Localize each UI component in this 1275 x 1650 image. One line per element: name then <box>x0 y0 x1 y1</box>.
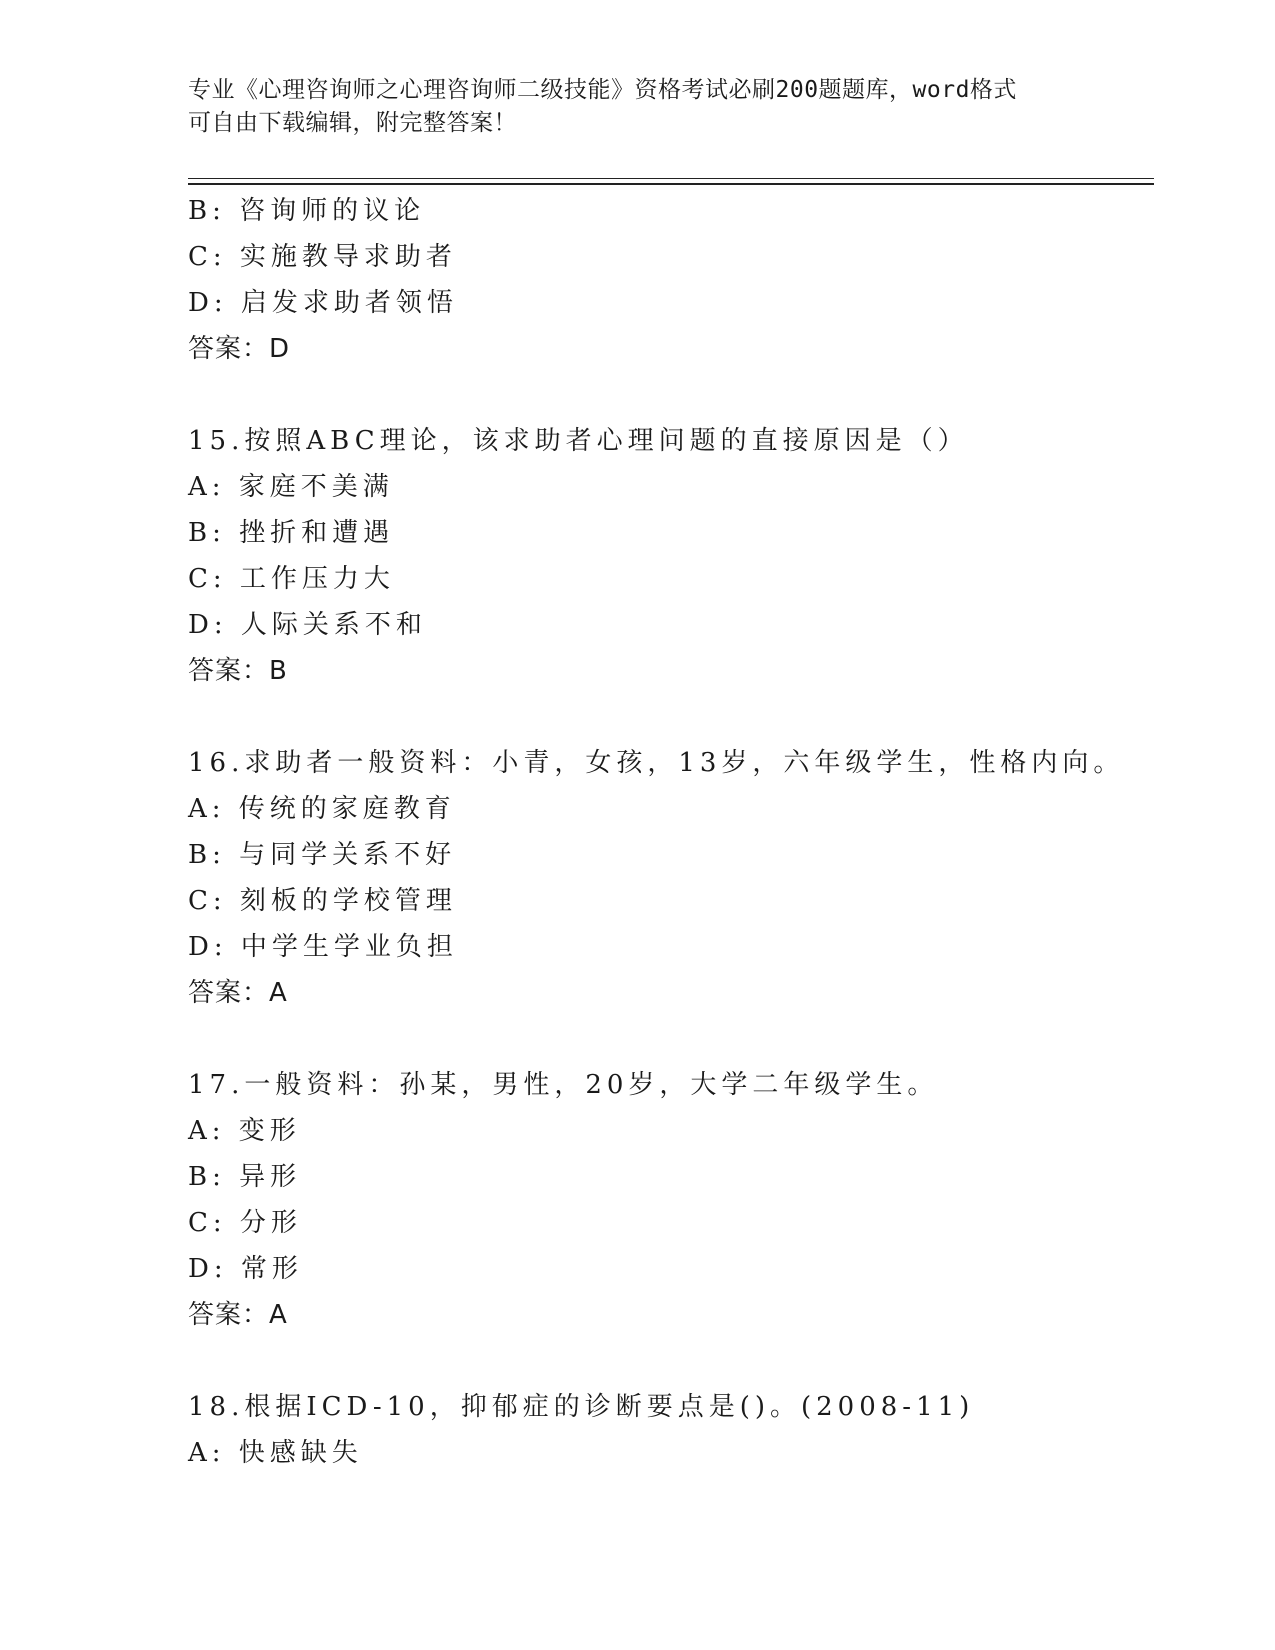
question-list <box>188 188 1148 1476</box>
question-14-continued <box>188 188 1148 372</box>
answer-line: 答案：A <box>188 978 288 1008</box>
option-d: D: 人际关系不和 <box>188 610 427 640</box>
option-a: A: 快感缺失 <box>188 1438 363 1468</box>
option-d: D: 启发求助者领悟 <box>188 288 458 318</box>
answer-line: 答案：B <box>188 656 288 686</box>
option-a: A: 传统的家庭教育 <box>188 794 456 824</box>
answer-line: 答案：A <box>188 1300 288 1330</box>
question-16 <box>188 740 1148 1016</box>
header-line-1: 专业《心理咨询师之心理咨询师二级技能》资格考试必刷200题题库，word格式 <box>188 77 1017 103</box>
option-b: B: 挫折和遭遇 <box>188 518 395 548</box>
question-stem: 17.一般资料：孙某，男性，20岁，大学二年级学生。 <box>188 1070 939 1100</box>
option-b: B: 异形 <box>188 1162 302 1192</box>
header-line-2: 可自由下载编辑，附完整答案！ <box>188 110 517 136</box>
option-a: A: 家庭不美满 <box>188 472 394 502</box>
option-d: D: 中学生学业负担 <box>188 932 458 962</box>
question-18 <box>188 1384 1148 1476</box>
question-stem: 16.求助者一般资料：小青，女孩，13岁，六年级学生，性格内向。 <box>188 748 1125 778</box>
option-a: A: 变形 <box>188 1116 301 1146</box>
answer-line: 答案：D <box>188 334 291 364</box>
question-stem: 18.根据ICD-10，抑郁症的诊断要点是()。(2008-11) <box>188 1392 975 1422</box>
option-c: C: 分形 <box>188 1208 302 1238</box>
question-15 <box>188 418 1148 694</box>
header-divider-thin <box>188 178 1154 179</box>
option-b: B: 与同学关系不好 <box>188 840 457 870</box>
question-17 <box>188 1062 1148 1338</box>
question-stem: 15.按照ABC理论，该求助者心理问题的直接原因是（） <box>188 426 969 456</box>
option-b: B: 咨询师的议论 <box>188 196 426 226</box>
option-c: C: 刻板的学校管理 <box>188 886 457 916</box>
option-c: C: 工作压力大 <box>188 564 395 594</box>
header-divider-thick <box>188 183 1154 185</box>
option-c: C: 实施教导求助者 <box>188 242 457 272</box>
option-d: D: 常形 <box>188 1254 303 1284</box>
document-header <box>188 74 1088 140</box>
